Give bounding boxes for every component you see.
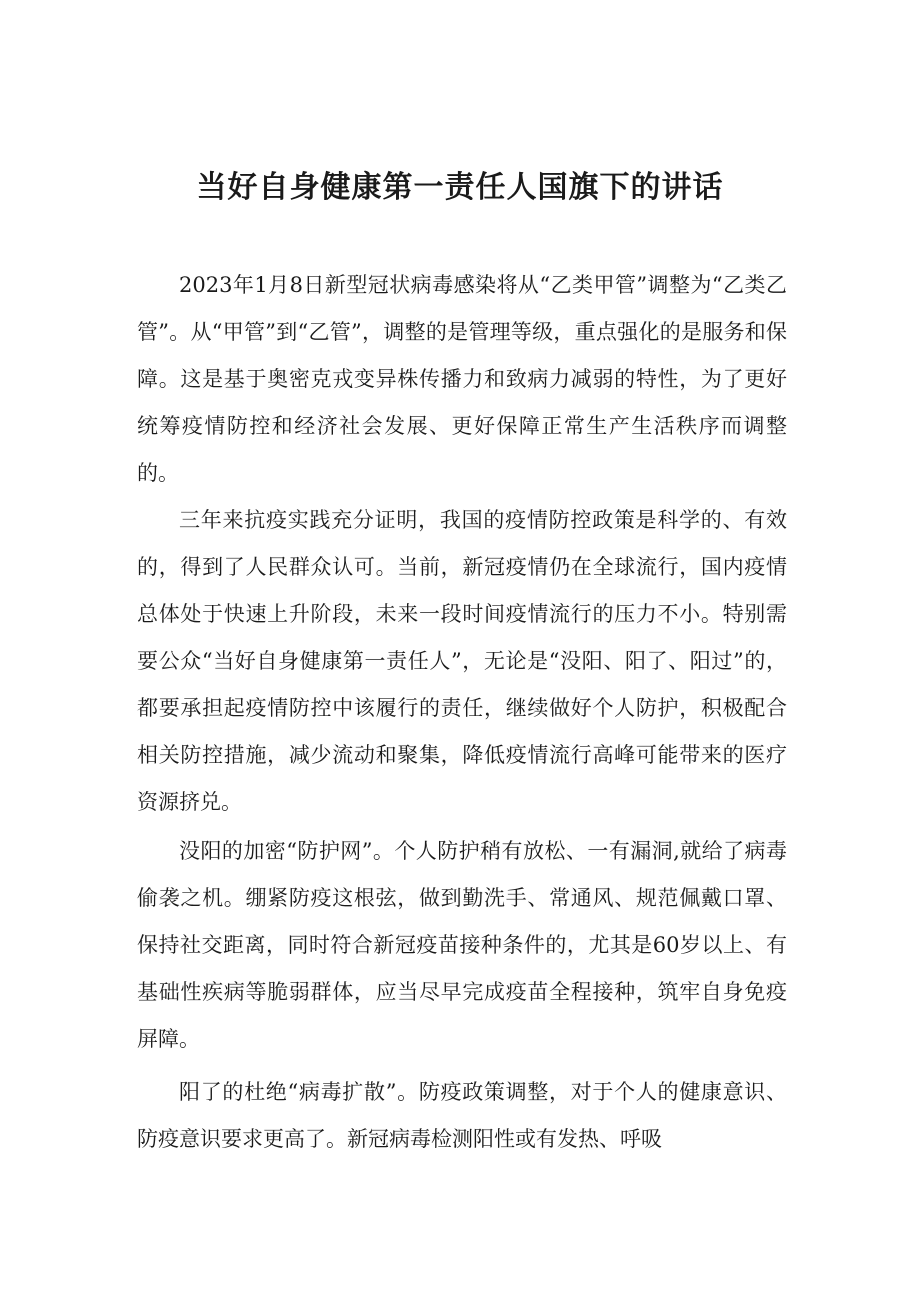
paragraph-2: 三年来抗疫实践充分证明，我国的疫情防控政策是科学的、有效的，得到了人民群众认可。当前，新冠疫情仍在全球流行，国内疫情总体处于快速上升阶段，未来一段时间疫情流行的压力不小。特别需要公众“当好自身健康第一责任人”，无论是“没阳、阳了、阳过”的，都要承担起疫情防控中该履行的责任，继续做好个人防护，积极配合相关防控措施，减少流动和聚集，降低疫情流行高峰可能带来的医疗资源挤兑。 (137, 508, 787, 814)
paragraph-1: 2023年1月8日新型冠状病毒感染将从“乙类甲管”调整为“乙类乙管”。从“甲管”到“乙管”，调整的是管理等级，重点强化的是服务和保障。这是基于奥密克戎变异株传播力和致病力减弱的特性，为了更好统筹疫情防控和经济社会发展、更好保障正常生产生活秩序而调整的。 (137, 273, 787, 485)
paragraph-4: 阳了的杜绝“病毒扩散”。防疫政策调整，对于个人的健康意识、防疫意识要求更高了。新冠病毒检测阳性或有发热、呼吸 (137, 1080, 787, 1151)
document-body (137, 262, 787, 1163)
document-title: 当好自身健康第一责任人国旗下的讲话 (196, 170, 724, 205)
paragraph-3: 没阳的加密“防护网”。个人防护稍有放松、一有漏洞,就给了病毒偷袭之机。绷紧防疫这根弦，做到勤洗手、常通风、规范佩戴口罩、保持社交距离，同时符合新冠疫苗接种条件的，尤其是60岁以上、有基础性疾病等脆弱群体，应当尽早完成疫苗全程接种，筑牢自身免疫屏障。 (137, 839, 787, 1051)
